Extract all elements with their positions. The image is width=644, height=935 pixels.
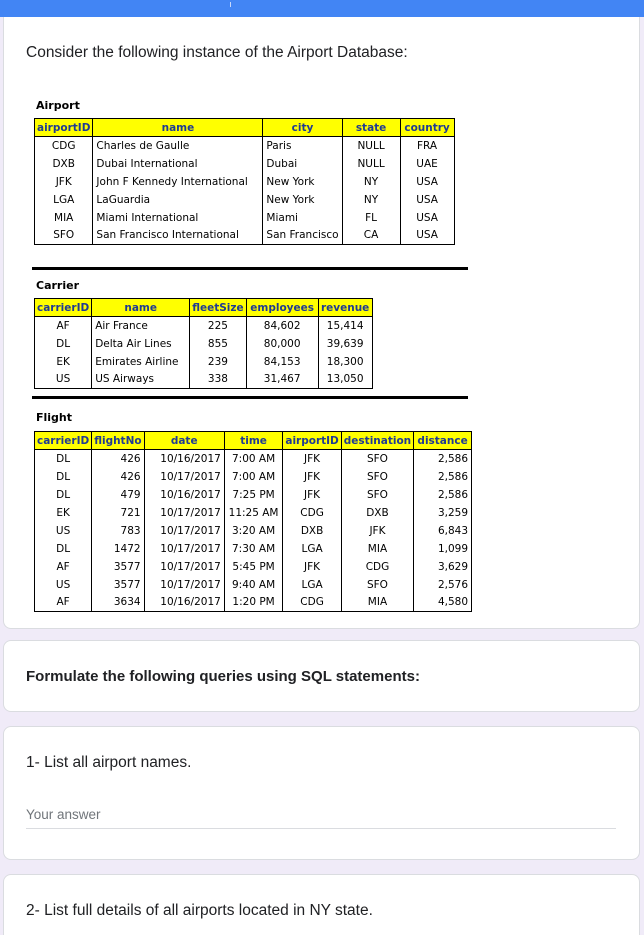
- table-cell: 10/17/2017: [144, 576, 224, 594]
- table-row: [35, 155, 455, 173]
- carrier-table-label: Carrier: [36, 279, 80, 292]
- column-header: date: [144, 432, 224, 450]
- table-cell: MIA: [341, 594, 413, 612]
- table-cell: DXB: [341, 504, 413, 522]
- table-cell: 2,586: [414, 468, 472, 486]
- section-divider: [32, 267, 468, 270]
- table-cell: JFK: [283, 558, 341, 576]
- table-cell: DL: [35, 335, 92, 353]
- column-header: revenue: [318, 299, 372, 317]
- table-cell: NULL: [342, 137, 400, 155]
- flight-table: [34, 431, 472, 612]
- column-header: airportID: [35, 119, 93, 137]
- header-tick: [230, 2, 231, 7]
- table-cell: New York: [263, 191, 342, 209]
- column-header: carrierID: [35, 432, 92, 450]
- column-header: name: [92, 299, 190, 317]
- table-cell: NY: [342, 173, 400, 191]
- table-cell: 1:20 PM: [224, 594, 283, 612]
- table-cell: 84,602: [246, 317, 318, 335]
- table-cell: SFO: [35, 227, 93, 245]
- table-cell: 10/17/2017: [144, 540, 224, 558]
- table-row: [35, 468, 472, 486]
- table-cell: 4,580: [414, 594, 472, 612]
- intro-card: [3, 17, 640, 629]
- table-cell: UAE: [400, 155, 454, 173]
- table-cell: 5:45 PM: [224, 558, 283, 576]
- table-cell: EK: [35, 353, 92, 371]
- table-cell: USA: [400, 209, 454, 227]
- table-cell: 338: [190, 371, 246, 389]
- database-figure: [32, 97, 472, 613]
- table-cell: 7:25 PM: [224, 486, 283, 504]
- table-cell: 3,629: [414, 558, 472, 576]
- table-row: [35, 576, 472, 594]
- form-header-bar: [0, 0, 644, 17]
- column-header: time: [224, 432, 283, 450]
- table-cell: 18,300: [318, 353, 372, 371]
- table-cell: NY: [342, 191, 400, 209]
- table-cell: Emirates Airline: [92, 353, 190, 371]
- table-cell: 426: [92, 450, 144, 468]
- question-text: 2- List full details of all airports located in NY state.: [26, 902, 373, 919]
- table-row: [35, 191, 455, 209]
- table-cell: US: [35, 576, 92, 594]
- table-cell: 2,586: [414, 486, 472, 504]
- table-cell: 10/17/2017: [144, 468, 224, 486]
- table-row: [35, 371, 373, 389]
- table-cell: 3,259: [414, 504, 472, 522]
- table-cell: DL: [35, 486, 92, 504]
- table-row: [35, 209, 455, 227]
- table-cell: CA: [342, 227, 400, 245]
- column-header: city: [263, 119, 342, 137]
- table-cell: New York: [263, 173, 342, 191]
- table-cell: CDG: [341, 558, 413, 576]
- table-cell: 39,639: [318, 335, 372, 353]
- answer-input[interactable]: Your answer: [26, 807, 101, 822]
- table-row: [35, 317, 373, 335]
- table-cell: CDG: [35, 137, 93, 155]
- table-cell: 721: [92, 504, 144, 522]
- column-header: state: [342, 119, 400, 137]
- table-cell: DXB: [283, 522, 341, 540]
- table-cell: AF: [35, 317, 92, 335]
- column-header: fleetSize: [190, 299, 246, 317]
- table-row: [35, 450, 472, 468]
- table-cell: US Airways: [92, 371, 190, 389]
- table-cell: US: [35, 522, 92, 540]
- table-cell: JFK: [35, 173, 93, 191]
- table-cell: 479: [92, 486, 144, 504]
- table-header-row: [35, 432, 472, 450]
- table-header-row: [35, 119, 455, 137]
- table-cell: SFO: [341, 576, 413, 594]
- table-cell: 3634: [92, 594, 144, 612]
- table-row: [35, 504, 472, 522]
- table-cell: 9:40 AM: [224, 576, 283, 594]
- table-cell: 10/17/2017: [144, 558, 224, 576]
- table-row: [35, 353, 373, 371]
- table-cell: JFK: [283, 468, 341, 486]
- table-cell: 11:25 AM: [224, 504, 283, 522]
- column-header: flightNo: [92, 432, 144, 450]
- table-cell: JFK: [283, 486, 341, 504]
- table-cell: 3577: [92, 576, 144, 594]
- column-header: destination: [341, 432, 413, 450]
- table-cell: Dubai: [263, 155, 342, 173]
- column-header: carrierID: [35, 299, 92, 317]
- table-cell: SFO: [341, 486, 413, 504]
- table-cell: San Francisco: [263, 227, 342, 245]
- table-cell: 15,414: [318, 317, 372, 335]
- table-cell: 855: [190, 335, 246, 353]
- table-cell: John F Kennedy International: [93, 173, 263, 191]
- table-cell: DL: [35, 540, 92, 558]
- table-cell: 1472: [92, 540, 144, 558]
- table-header-row: [35, 299, 373, 317]
- table-cell: Delta Air Lines: [92, 335, 190, 353]
- section-divider: [32, 396, 468, 399]
- table-cell: DL: [35, 468, 92, 486]
- table-cell: JFK: [341, 522, 413, 540]
- flight-table-label: Flight: [36, 411, 73, 424]
- table-cell: FRA: [400, 137, 454, 155]
- column-header: name: [93, 119, 263, 137]
- table-cell: NULL: [342, 155, 400, 173]
- table-cell: USA: [400, 227, 454, 245]
- carrier-table: [34, 298, 373, 389]
- table-cell: SFO: [341, 450, 413, 468]
- table-row: [35, 173, 455, 191]
- table-cell: Charles de Gaulle: [93, 137, 263, 155]
- table-cell: JFK: [283, 450, 341, 468]
- table-row: [35, 558, 472, 576]
- table-cell: USA: [400, 191, 454, 209]
- table-cell: 10/16/2017: [144, 450, 224, 468]
- column-header: airportID: [283, 432, 341, 450]
- table-cell: LGA: [283, 576, 341, 594]
- table-cell: 80,000: [246, 335, 318, 353]
- table-row: [35, 486, 472, 504]
- table-cell: LGA: [35, 191, 93, 209]
- table-cell: DL: [35, 450, 92, 468]
- table-cell: 10/17/2017: [144, 504, 224, 522]
- table-cell: LaGuardia: [93, 191, 263, 209]
- table-cell: 225: [190, 317, 246, 335]
- table-cell: 13,050: [318, 371, 372, 389]
- table-cell: Miami International: [93, 209, 263, 227]
- table-row: [35, 335, 373, 353]
- table-cell: CDG: [283, 594, 341, 612]
- table-cell: CDG: [283, 504, 341, 522]
- section-card: [3, 640, 640, 712]
- table-cell: 10/16/2017: [144, 486, 224, 504]
- table-cell: 7:30 AM: [224, 540, 283, 558]
- question-card-1: [3, 726, 640, 860]
- table-row: [35, 227, 455, 245]
- table-cell: 2,576: [414, 576, 472, 594]
- table-cell: San Francisco International: [93, 227, 263, 245]
- table-cell: 426: [92, 468, 144, 486]
- table-cell: 7:00 AM: [224, 450, 283, 468]
- table-cell: 783: [92, 522, 144, 540]
- question-card-2: [3, 874, 640, 935]
- table-row: [35, 522, 472, 540]
- table-cell: 7:00 AM: [224, 468, 283, 486]
- intro-text: Consider the following instance of the Airport Database:: [26, 44, 408, 61]
- table-cell: 10/17/2017: [144, 522, 224, 540]
- table-cell: Paris: [263, 137, 342, 155]
- airport-table-label: Airport: [36, 99, 80, 112]
- column-header: country: [400, 119, 454, 137]
- table-cell: Miami: [263, 209, 342, 227]
- column-header: distance: [414, 432, 472, 450]
- table-cell: 2,586: [414, 450, 472, 468]
- airport-table: [34, 118, 455, 245]
- table-cell: 10/16/2017: [144, 594, 224, 612]
- table-cell: MIA: [35, 209, 93, 227]
- column-header: employees: [246, 299, 318, 317]
- table-cell: AF: [35, 594, 92, 612]
- table-cell: LGA: [283, 540, 341, 558]
- table-row: [35, 594, 472, 612]
- table-cell: 3:20 AM: [224, 522, 283, 540]
- section-title: Formulate the following queries using SQL statements:: [26, 668, 420, 685]
- table-cell: Air France: [92, 317, 190, 335]
- table-cell: MIA: [341, 540, 413, 558]
- table-cell: USA: [400, 173, 454, 191]
- table-cell: US: [35, 371, 92, 389]
- table-cell: AF: [35, 558, 92, 576]
- table-cell: 31,467: [246, 371, 318, 389]
- table-cell: DXB: [35, 155, 93, 173]
- question-text: 1- List all airport names.: [26, 754, 192, 771]
- table-cell: 1,099: [414, 540, 472, 558]
- table-cell: EK: [35, 504, 92, 522]
- table-cell: 6,843: [414, 522, 472, 540]
- answer-underline: [26, 828, 616, 829]
- table-cell: 239: [190, 353, 246, 371]
- table-cell: Dubai International: [93, 155, 263, 173]
- table-row: [35, 137, 455, 155]
- table-cell: 84,153: [246, 353, 318, 371]
- table-row: [35, 540, 472, 558]
- table-cell: FL: [342, 209, 400, 227]
- table-cell: SFO: [341, 468, 413, 486]
- table-cell: 3577: [92, 558, 144, 576]
